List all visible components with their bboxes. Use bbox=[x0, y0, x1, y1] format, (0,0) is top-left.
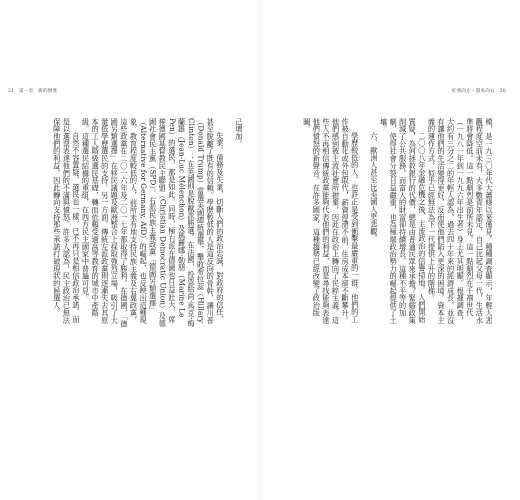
paragraph: 模，是一九三〇年代大蕭條以來僅見。種種調查顯示，年輕人悲觀程度空前未有，大多數青年認定，自己比起父母一代，生活水準將會降低。這一點劇烈是前所未見。這一點劇烈在千禧世代（一九八一年到一九九六年出生者）身上尤其明顯。根據調查，大約有三分之二的年輕人認為，過去四十年來的經濟成長，並沒有讓他們的生活變得更好，反而使他們陷入更深的困境。資本主義的運作方式，似乎已經無法為下一代提供上升的階梯。 bbox=[427, 118, 494, 324]
paragraph-gap bbox=[360, 118, 370, 328]
paragraph-gap bbox=[225, 118, 235, 328]
paragraph: 二〇〇八年金融危機之後，主流政治的信譽掃地。人們開始質疑，為何拯救銀行的代價，總是由普通民眾來承擔？緊縮政策削減了公共服務，而富人的財富卻持續增長。這種不平等的加劇，使得社會分裂日益嚴重，也為極端政治勢力的崛起提供了土壤。 bbox=[379, 118, 427, 324]
paragraph: 自然不容置疑，選民也一樣，已不再只是相信政治承諾，而是以選票表達他們的不滿與憤怒。許多人認為，民主政治已無法保障他們的利益，因此轉向支持那些承諾打破現狀的候選人。 bbox=[52, 118, 81, 324]
left-page-body bbox=[52, 118, 244, 328]
paragraph: 己增加。 bbox=[235, 118, 244, 148]
paragraph: 六、歐洲人甚至比美國人更悲觀。 bbox=[369, 132, 379, 243]
right-running-head: 紅發向左・資本向右 20 bbox=[451, 89, 506, 94]
right-page bbox=[260, 0, 520, 500]
paragraph: 失業、債務及失業，切斷人們的政治忠誠，對政府的信任，甚至脫離了既有的信賴。學歷較低的人是這反向的骨幹，讓川普（Donald Trump）當選美國總統選舉，擊敗希拉蕊（Hillary Clinton）；在英國則是脫歐派勝選。在法國，投票給尚·馬克·梅蘭雄（Jean-Luc Mélenchon）及瑪麗娜·勒朋（Marine Le Pen）的選民，都是如此。同時，極右派在德國也日益壯大，席捲德國基督教民主聯盟（Christian Democratic Union）及德國社會民主黨（SPD），右派民族主義政黨「德國另類選擇」（Alternative for Germany, AfD）的崛起，也反映出這種現象。教育程度較低的人，前所未有地支持民族主義及右翼政黨，這些政黨在二〇一六年及二〇一七年都取得了勝利。在德國，「德國另類選擇」在移民議題及歐洲整合上採取強烈立場，吸引了大量低學歷選民的支持。另一方面，傳統左派政黨則逐漸失去其原本的工人階級選民基礎，轉而依賴受過高等教育的城市中產階級。這種選民結構的重組，在西方民主國家中普遍可見。 bbox=[81, 118, 225, 328]
right-page-body bbox=[280, 118, 494, 328]
paragraph: 學歷較低的人，也許正是受到衝擊最嚴重的一群。他們的工作被自動化或外包取代，薪資停滯不前，住房成本卻不斷攀升。他們感到被主流社會所拋棄，因此在政治上轉向了民粹主義。這些人不再相信傳統政黨能夠代表他們的利益，而是尋找能夠表達他們憤怒的新聲音。在許多國家，這種趨勢已經改變了政治版圖。 bbox=[302, 118, 360, 324]
left-running-head: 21 第一章 新的無產 bbox=[8, 89, 58, 94]
